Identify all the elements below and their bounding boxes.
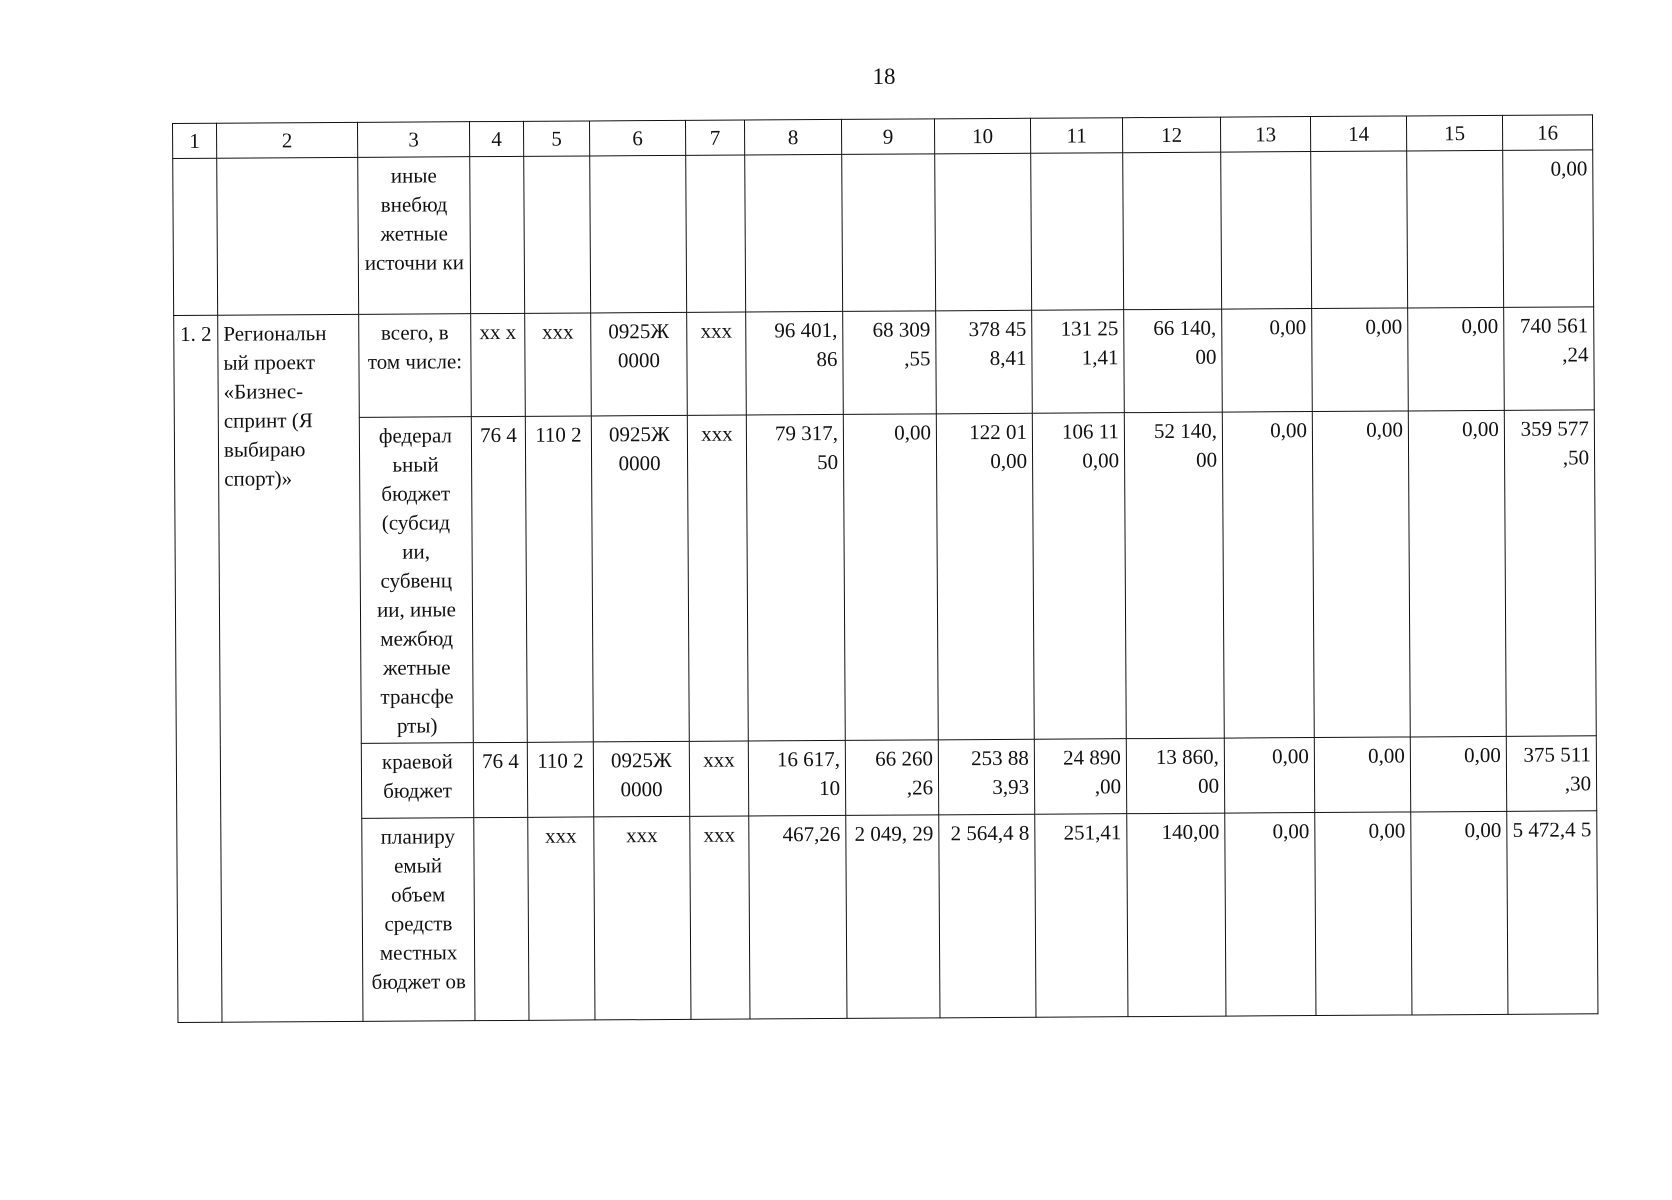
cell-col12: 13 860, 00: [1126, 738, 1224, 814]
cell-col10: 122 01 0,00: [936, 413, 1034, 740]
cell-col7: xxx: [687, 312, 747, 415]
cell-col16: 0,00: [1503, 150, 1594, 308]
cell-col11: 24 890 ,00: [1034, 739, 1126, 815]
cell-col8: [745, 154, 843, 312]
cell-col13: 0,00: [1222, 309, 1313, 413]
cell-col16: 375 511 ,30: [1506, 736, 1596, 812]
cell-number: 1. 2: [174, 315, 222, 1022]
cell-col15: 0,00: [1408, 410, 1506, 737]
col-header-10: 10: [934, 118, 1030, 154]
cell-col8: 16 617, 10: [748, 740, 845, 816]
cell-col9: 2 049, 29: [846, 815, 940, 1019]
cell-col6: [590, 155, 687, 313]
col-header-7: 7: [685, 120, 744, 155]
cell-col12: [1123, 152, 1222, 310]
cell-col8: 96 401, 86: [746, 311, 844, 415]
cell-source: федерал ьный бюджет (субсид ии, субвенц ии, иные межбюд жетные трансфе рты): [359, 417, 473, 744]
cell-col16: 5 472,4 5: [1507, 811, 1598, 1015]
col-header-11: 11: [1030, 118, 1122, 154]
cell-col12: 52 140, 00: [1124, 412, 1224, 739]
cell-col12: 66 140, 00: [1124, 309, 1223, 413]
cell-source: планиру емый объем средств местных бюджет ов: [362, 818, 475, 1022]
cell-col5: 110 2: [525, 416, 593, 742]
cell-col14: 0,00: [1314, 737, 1410, 813]
cell-col15: 0,00: [1408, 307, 1505, 411]
cell-col4: xx x: [471, 313, 526, 416]
table-row: [176, 736, 1596, 820]
col-header-5: 5: [523, 121, 589, 156]
page-number: 18: [872, 64, 896, 89]
cell-col5: xxx: [525, 313, 592, 416]
cell-col13: 0,00: [1224, 738, 1314, 814]
table-row: [173, 150, 1594, 316]
cell-col11: [1031, 153, 1124, 311]
cell-col7: xxx: [690, 816, 750, 1019]
col-header-2: 2: [217, 122, 358, 158]
col-header-8: 8: [744, 119, 841, 155]
cell-col15: [1407, 150, 1504, 308]
col-header-4: 4: [469, 121, 523, 156]
cell-col9: 66 260 ,26: [845, 740, 938, 816]
cell-col13: [1221, 152, 1312, 310]
cell-col11: 131 25 1,41: [1032, 310, 1125, 414]
cell-number: [173, 158, 218, 315]
col-header-9: 9: [841, 119, 934, 155]
cell-col9: [842, 154, 936, 312]
cell-col4: 76 4: [471, 416, 527, 742]
cell-col10: 2 564,4 8: [939, 814, 1036, 1018]
cell-source: краевой бюджет: [361, 743, 473, 819]
cell-col4: 76 4: [473, 742, 527, 817]
col-header-3: 3: [357, 122, 469, 158]
col-header-6: 6: [589, 120, 685, 156]
budget-table: [172, 114, 1598, 1023]
cell-source: всего, в том числе:: [359, 314, 472, 418]
cell-col15: 0,00: [1410, 736, 1506, 812]
cell-col14: 0,00: [1312, 308, 1409, 412]
cell-col6: 0925Ж 0000: [593, 741, 689, 817]
cell-col11: 251,41: [1035, 814, 1128, 1018]
cell-col5: [524, 156, 591, 313]
cell-col16: 359 577 ,50: [1504, 410, 1596, 737]
cell-col11: 106 11 0,00: [1032, 413, 1126, 740]
cell-col10: 378 45 8,41: [936, 310, 1033, 414]
cell-col15: 0,00: [1411, 811, 1508, 1015]
col-header-14: 14: [1310, 116, 1406, 152]
cell-col13: 0,00: [1225, 813, 1316, 1017]
cell-col8: 467,26: [749, 815, 847, 1019]
cell-col13: 0,00: [1222, 412, 1314, 739]
cell-col4: [474, 817, 529, 1020]
table-row: [174, 410, 1596, 745]
cell-col14: [1311, 151, 1408, 309]
cell-name: Региональн ый проект «Бизнес-спринт (Я выбираю спорт)»: [218, 314, 363, 1022]
table-row: [177, 811, 1598, 1023]
cell-col14: 0,00: [1312, 411, 1410, 738]
col-header-15: 15: [1406, 115, 1502, 151]
cell-col8: 79 317, 50: [746, 414, 845, 741]
cell-col7: xxx: [689, 741, 748, 816]
col-header-16: 16: [1502, 115, 1592, 151]
col-header-13: 13: [1220, 117, 1310, 153]
cell-col12: 140,00: [1127, 813, 1226, 1017]
cell-source: иные внебюд жетные источни ки: [358, 157, 471, 315]
cell-col14: 0,00: [1315, 812, 1412, 1016]
cell-name: [217, 157, 359, 315]
cell-col10: [935, 153, 1032, 311]
cell-col7: [686, 155, 746, 312]
col-header-1: 1: [173, 123, 217, 158]
cell-col4: [470, 156, 525, 313]
cell-col16: 740 561 ,24: [1504, 307, 1595, 411]
cell-col6: xxx: [594, 816, 691, 1020]
cell-col5: xxx: [528, 817, 595, 1020]
cell-col7: xxx: [687, 415, 748, 741]
cell-col5: 110 2: [527, 742, 593, 817]
cell-col10: 253 88 3,93: [938, 739, 1034, 815]
cell-col6: 0925Ж 0000: [591, 415, 689, 742]
table-row: [174, 307, 1595, 419]
cell-col6: 0925Ж 0000: [591, 312, 688, 416]
col-header-12: 12: [1122, 117, 1220, 153]
cell-col9: 68 309 ,55: [843, 311, 937, 415]
cell-col9: 0,00: [843, 414, 938, 741]
